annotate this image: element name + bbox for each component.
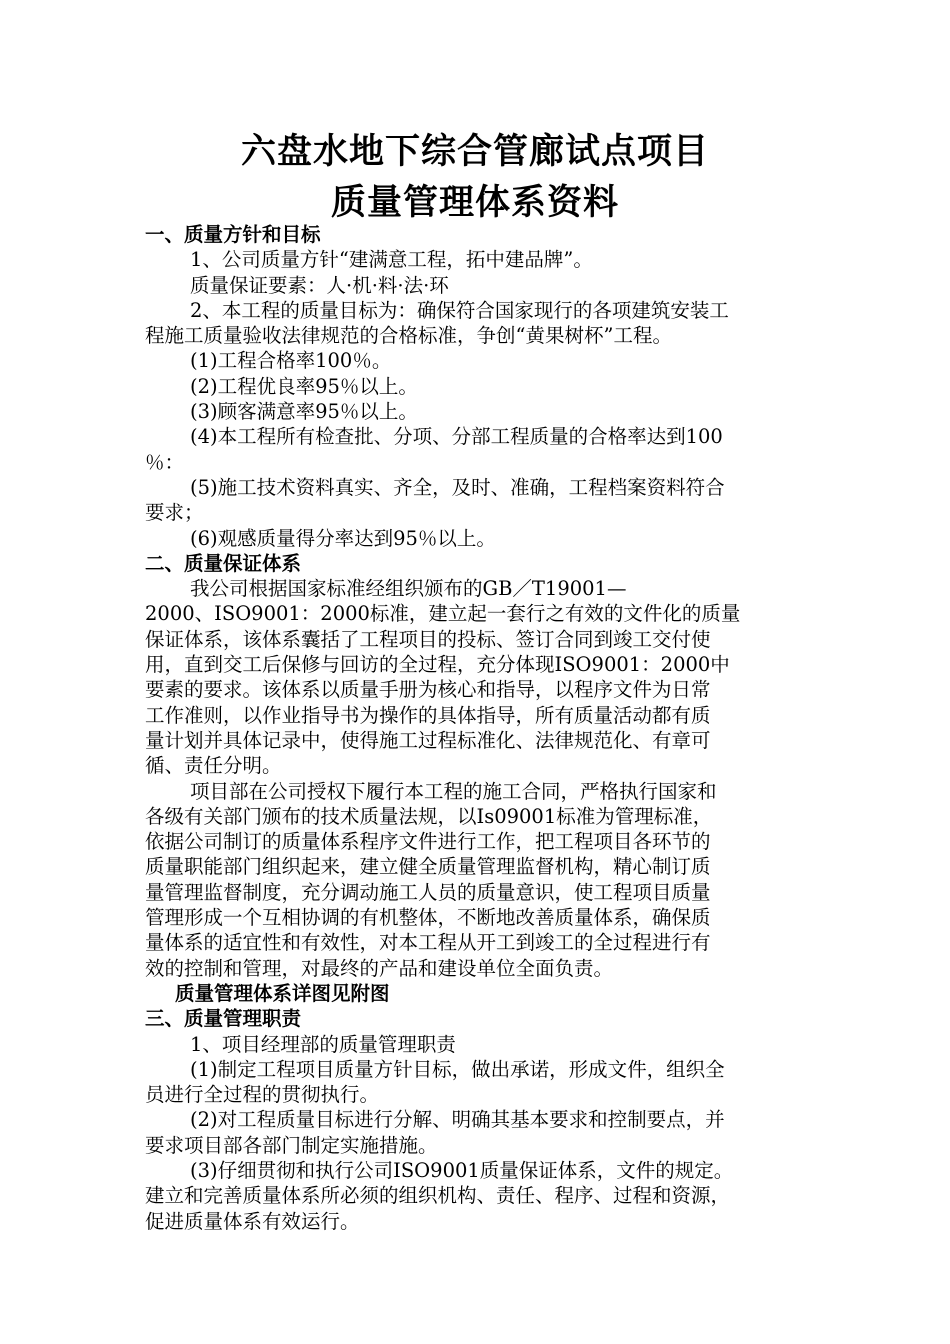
body-line: 依据公司制订的质量体系程序文件进行工作，把工程项目各环节的 bbox=[145, 830, 711, 854]
body-line: 建立和完善质量体系所必须的组织机构、责任、程序、过程和资源， bbox=[145, 1184, 731, 1208]
body-line: (3)仔细贯彻和执行公司ISO9001质量保证体系，文件的规定。 bbox=[190, 1158, 734, 1182]
body-line: 循、责任分明。 bbox=[145, 754, 282, 778]
body-line: 1、公司质量方针“建满意工程，拓中建品牌”。 bbox=[190, 248, 593, 272]
body-line: 要求； bbox=[145, 501, 204, 525]
body-line: (2)对工程质量目标进行分解、明确其基本要求和控制要点，并 bbox=[190, 1108, 725, 1132]
body-line: (2)工程优良率95％以上。 bbox=[190, 374, 418, 398]
body-line: 员进行全过程的贯彻执行。 bbox=[145, 1083, 380, 1107]
body-line: 要素的要求。该体系以质量手册为核心和指导，以程序文件为日常 bbox=[145, 678, 711, 702]
document-body bbox=[145, 222, 810, 1234]
document-title-line-2: 质量管理体系资料 bbox=[330, 183, 619, 223]
body-line: (4)本工程所有检查批、分项、分部工程质量的合格率达到100 bbox=[190, 425, 723, 449]
body-line: 促进质量体系有效运行。 bbox=[145, 1209, 360, 1233]
body-line: (5)施工技术资料真实、齐全，及时、准确，工程档案资料符合 bbox=[190, 475, 725, 499]
body-line: 量管理监督制度，充分调动施工人员的质量意识，使工程项目质量 bbox=[145, 880, 711, 904]
body-line: 工作准则，以作业指导书为操作的具体指导，所有质量活动都有质 bbox=[145, 703, 711, 727]
body-line: 程施工质量验收法律规范的合格标准，争创“黄果树杯”工程。 bbox=[145, 324, 672, 348]
body-line: ％： bbox=[145, 450, 185, 474]
section-heading: 一、质量方针和目标 bbox=[145, 223, 321, 246]
body-line: 质量保证要素：人·机·料·法·环 bbox=[190, 273, 449, 297]
body-line: 2000、ISO9001：2000标准，建立起一套行之有效的文件化的质量 bbox=[145, 602, 741, 626]
body-line: (6)观感质量得分率达到95％以上。 bbox=[190, 526, 496, 550]
section-heading: 三、质量管理职责 bbox=[145, 1007, 302, 1031]
body-line: (3)顾客满意率95％以上。 bbox=[190, 400, 418, 424]
body-line: (1)制定工程项目质量方针目标，做出承诺，形成文件，组织全 bbox=[190, 1057, 725, 1081]
section-heading: 质量管理体系详图见附图 bbox=[175, 981, 390, 1005]
document-title-line-1: 六盘水地下综合管廊试点项目 bbox=[240, 132, 709, 172]
body-line: 量计划并具体记录中，使得施工过程标准化、法律规范化、有章可 bbox=[145, 728, 711, 752]
body-line: 项目部在公司授权下履行本工程的施工合同，严格执行国家和 bbox=[190, 779, 717, 803]
section-heading: 二、质量保证体系 bbox=[145, 551, 302, 575]
body-line: (1)工程合格率100％。 bbox=[190, 349, 392, 373]
body-line: 用，直到交工后保修与回访的全过程，充分体现ISO9001：2000中 bbox=[145, 653, 730, 677]
body-line: 2、本工程的质量目标为：确保符合国家现行的各项建筑安装工 bbox=[190, 298, 729, 322]
body-line: 量体系的适宜性和有效性，对本工程从开工到竣工的全过程进行有 bbox=[145, 931, 711, 955]
body-line: 保证体系，该体系囊括了工程项目的投标、签订合同到竣工交付使 bbox=[145, 627, 711, 651]
body-line: 各级有关部门颁布的技术质量法规，以Is09001标准为管理标准， bbox=[145, 804, 713, 828]
body-line: 要求项目部各部门制定实施措施。 bbox=[145, 1133, 438, 1157]
body-line: 管理形成一个互相协调的有机整体，不断地改善质量体系，确保质 bbox=[145, 906, 711, 930]
body-line: 效的控制和管理，对最终的产品和建设单位全面负责。 bbox=[145, 956, 614, 980]
body-line: 1、项目经理部的质量管理职责 bbox=[190, 1032, 456, 1056]
body-line: 我公司根据国家标准经组织颁布的GB／T19001— bbox=[190, 577, 627, 601]
body-line: 质量职能部门组织起来，建立健全质量管理监督机构，精心制订质 bbox=[145, 855, 711, 879]
